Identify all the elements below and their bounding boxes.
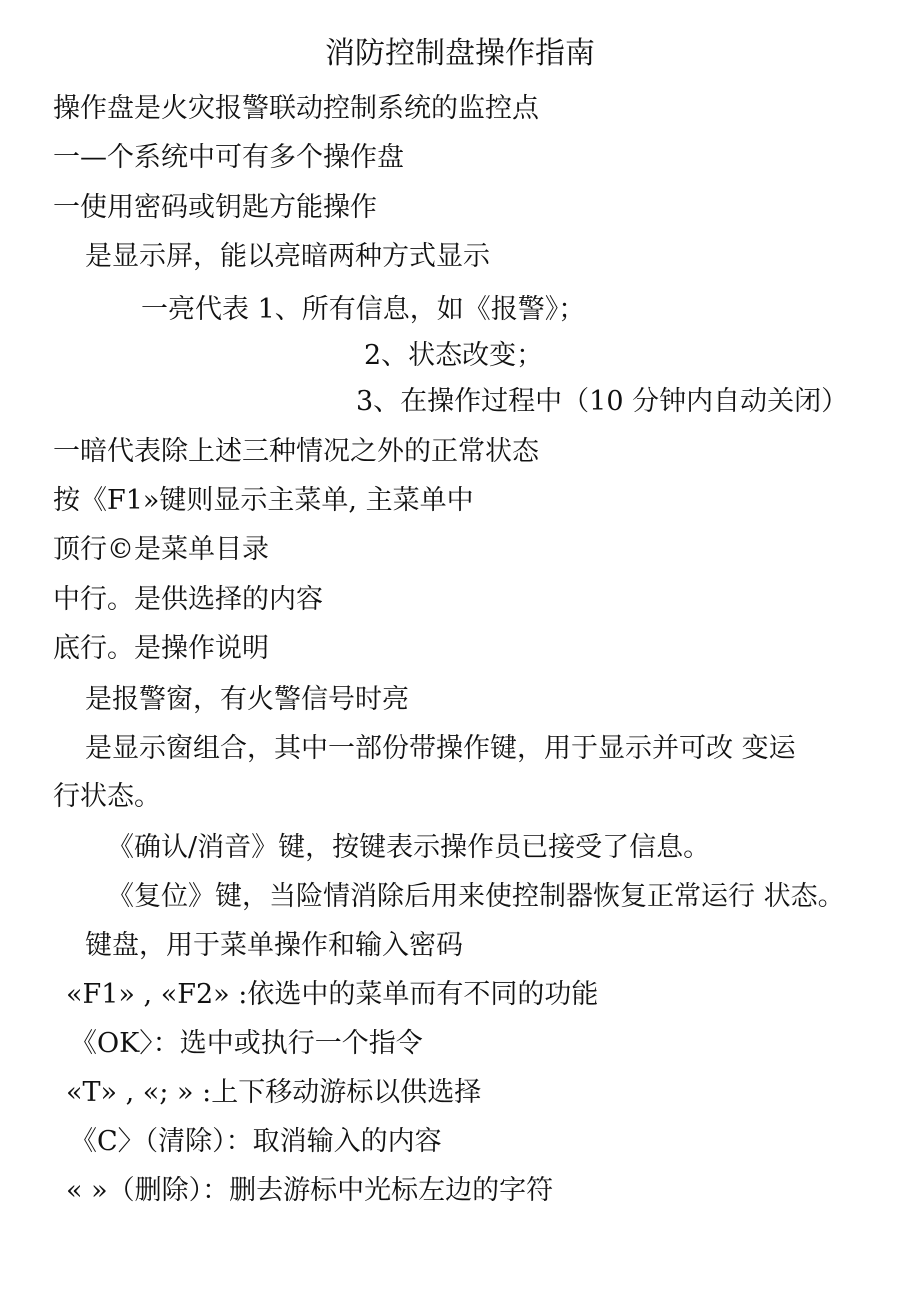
text-line: «F1» , «F2» :依选中的菜单而有不同的功能 [66,979,599,1010]
text-line: 3、在操作过程中（10 分钟内自动关闭） [356,386,849,417]
text-line: 一使用密码或钥匙方能操作 [53,192,377,223]
text-line: 《复位》键，当险情消除后用来使控制器恢复正常运行 状态。 [107,881,845,912]
text-line: 按《F1»键则显示主菜单, 主菜单中 [53,485,474,516]
text-line: 一暗代表除上述三种情况之外的正常状态 [53,436,539,467]
document-title: 消防控制盘操作指南 [325,36,595,71]
text-line: 是显示屏，能以亮暗两种方式显示 [85,241,490,272]
text-line: 2、状态改变； [364,340,544,371]
text-line: 一亮代表 1、所有信息，如《报警》； [141,294,586,325]
text-line: 操作盘是火灾报警联动控制系统的监控点 [53,93,539,124]
text-line: 一—个系统中可有多个操作盘 [53,142,404,173]
text-line: 是显示窗组合，其中一部份带操作键，用于显示并可改 变运 [85,733,796,764]
text-line: 行状态。 [53,781,161,812]
text-line: 《OK〉：选中或执行一个指令 [70,1028,423,1059]
text-line: 顶行©是菜单目录 [53,534,269,565]
text-line: 中行。是供选择的内容 [53,584,323,615]
text-line: 键盘，用于菜单操作和输入密码 [85,930,463,961]
text-line: 是报警窗，有火警信号时亮 [85,684,409,715]
text-line: 《C〉（清除）：取消输入的内容 [70,1126,442,1157]
text-line: « »（删除）：删去游标中光标左边的字符 [66,1175,554,1206]
text-line: 底行。是操作说明 [53,633,269,664]
text-line: 《确认/消音》键，按键表示操作员已接受了信息。 [107,832,711,863]
text-line: «T» , «; » :上下移动游标以供选择 [66,1077,482,1108]
